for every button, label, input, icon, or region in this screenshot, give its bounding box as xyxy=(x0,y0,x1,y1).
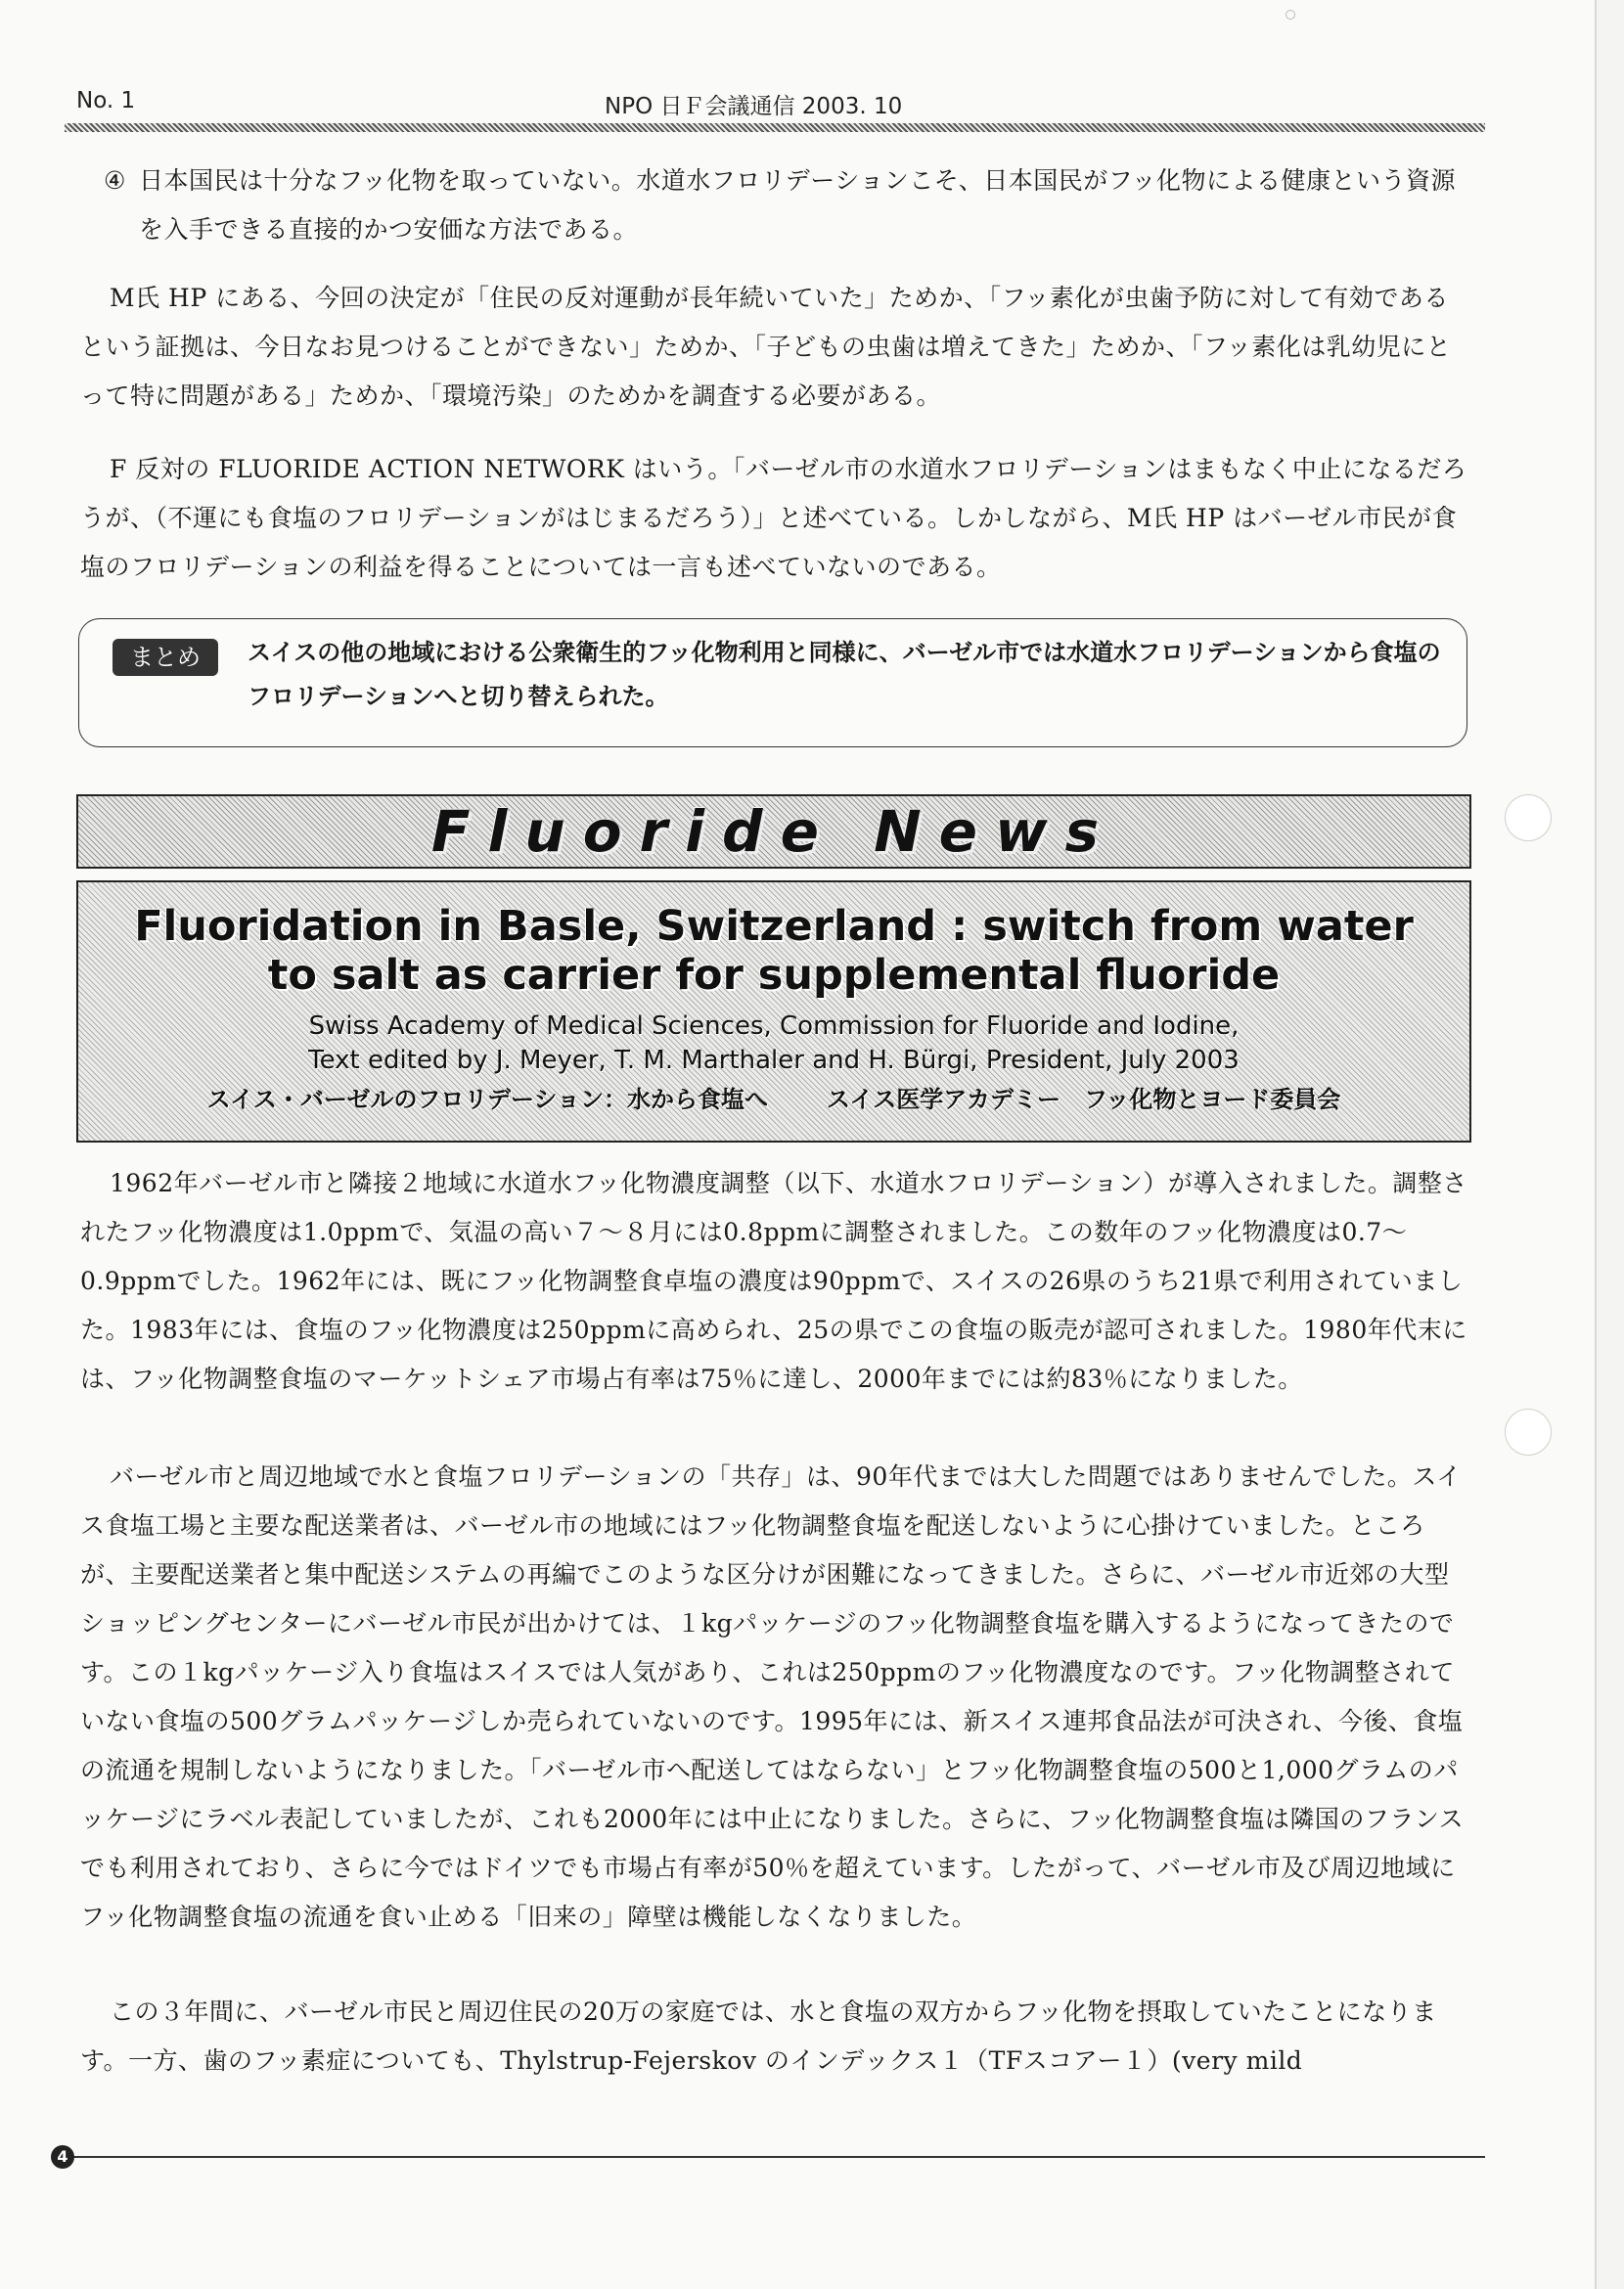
body-paragraph-1 xyxy=(80,1159,1469,1404)
body-paragraph-2 xyxy=(80,1453,1469,1942)
article-source xyxy=(78,1010,1469,1078)
summary-text: スイスの他の地域における公衆衛生的フッ化物利用と同様に、バーゼル市では水道水フロリデーションから食塩のフロリデーションへと切り替えられた。 xyxy=(248,639,1441,710)
summary-box xyxy=(78,618,1467,747)
article-japanese-title xyxy=(78,1082,1469,1117)
body-paragraph-3 xyxy=(80,1988,1469,2086)
article-title-line-1: Fluoridation in Basle, Switzerland : switch from water xyxy=(134,902,1414,951)
paragraph-text: F 反対の FLUORIDE ACTION NETWORK はいう。「バーゼル市の水道水フロリデーションはまもなく中止になるだろうが、（不運にも食塩のフロリデーションがはじまるだろう）」と述べている。しかしながら、M氏 HP はバーゼル市民が食塩のフロリデーションの利益を得ることについては一言も述べていないのである。 xyxy=(80,455,1467,581)
punch-hole xyxy=(1505,794,1552,841)
header-rule xyxy=(65,123,1485,132)
issue-number: No. 1 xyxy=(76,88,136,113)
punch-hole xyxy=(1505,1409,1552,1456)
jp-source: スイス医学アカデミー フッ化物とヨード委員会 xyxy=(827,1086,1341,1113)
footer-rule xyxy=(65,2156,1485,2158)
summary-tag: まとめ xyxy=(113,639,218,676)
jp-title: スイス・バーゼルのフロリデーション：水から食塩へ xyxy=(206,1086,768,1113)
page-header xyxy=(76,82,1485,121)
paragraph-mhp xyxy=(80,274,1469,421)
paragraph-text: バーゼル市と周辺地域で水と食塩フロリデーションの「共存」は、90年代までは大した問題ではありませんでした。スイス食塩工場と主要な配送業者は、バーゼル市の地域にはフッ化物調整食塩を配送しないように心掛けていました。ところが、主要配送業者と集中配送システムの再編でこのような区分けが困難になってきました。さらに、バーゼル市近郊の大型ショッピングセンターにバーゼル市民が出かけては、１kgパッケージのフッ化物調整食塩を購入するようになってきたのです。この１kgパッケージ入り食塩はスイスでは人気があり、これは250ppmのフッ化物濃度なのです。フッ化物調整されていない食塩の500グラムパッケージしか売られていないのです。1995年には、新スイス連邦食品法が可決され、今後、食塩の流通を規制しないようになりました。「バーゼル市へ配送してはならない」とフッ化物調整食塩の500と1,000グラムのパッケージにラベル表記していましたが、これも2000年には中止になりました。さらに、フッ化物調整食塩は隣国のフランスでも利用されており、さらに今ではドイツでも市場占有率が50％を超えています。したがって、バーゼル市及び周辺地域にフッ化物調整食塩の流通を食い止める「旧来の」障壁は機能しなくなりました。 xyxy=(80,1462,1465,1931)
publication-title: NPO 日Ｆ会議通信 2003. 10 xyxy=(605,94,903,119)
paragraph-text: 1962年バーゼル市と隣接２地域に水道水フッ化物濃度調整（以下、水道水フロリデーション）が導入されました。調整されたフッ化物濃度は1.0ppmで、気温の高い７～８月には0.8ppmに調整されました。この数年のフッ化物濃度は0.7～0.9ppmでした。1962年には、既にフッ化物調整食卓塩の濃度は90ppmで、スイスの26県のうち21県で利用されていました。1983年には、食塩のフッ化物濃度は250ppmに高められ、25の県でこの食塩の販売が認可されました。1980年代末には、フッ化物調整食塩のマーケットシェア市場占有率は75％に達し、2000年までには約83％になりました。 xyxy=(80,1169,1467,1393)
article-source-line-1: Swiss Academy of Medical Sciences, Commission for Fluoride and Iodine, xyxy=(308,1011,1240,1041)
paragraph-text: M氏 HP にある、今回の決定が「住民の反対運動が長年続いていた」ためか、「フッ素化が虫歯予防に対して有効であるという証拠は、今日なお見つけることができない」ためか、「子どもの虫歯は増えてきた」ためか、「フッ素化は乳幼児にとって特に問題がある」ためか、「環境汚染」のためかを調査する必要がある。 xyxy=(80,284,1452,410)
list-item-4 xyxy=(80,157,1469,254)
paragraph-text: この３年間に、バーゼル市民と周辺住民の20万の家庭では、水と食塩の双方からフッ化物を摂取していたことになります。一方、歯のフッ素症についても、Thylstrup-Fejerskov のインデックス１（TFスコアー１）(very mild xyxy=(80,1997,1437,2075)
paragraph-fan xyxy=(80,445,1469,592)
page-number: 4 xyxy=(51,2145,74,2169)
article-title-line-2: to salt as carrier for supplemental fluoride xyxy=(267,951,1281,1000)
list-number: ④ xyxy=(104,166,126,195)
article-source-line-2: Text edited by J. Meyer, T. M. Marthaler and H. Bürgi, President, July 2003 xyxy=(308,1046,1240,1075)
news-banner xyxy=(76,794,1471,869)
article-title xyxy=(78,902,1469,1000)
news-banner-title: Fluoride News xyxy=(430,798,1117,865)
article-title-box xyxy=(76,880,1471,1143)
list-item-text: 日本国民は十分なフッ化物を取っていない。水道水フロリデーションこそ、日本国民がフッ化物による健康という資源を入手できる直接的かつ安価な方法である。 xyxy=(139,166,1457,244)
scan-mark xyxy=(1286,10,1295,20)
